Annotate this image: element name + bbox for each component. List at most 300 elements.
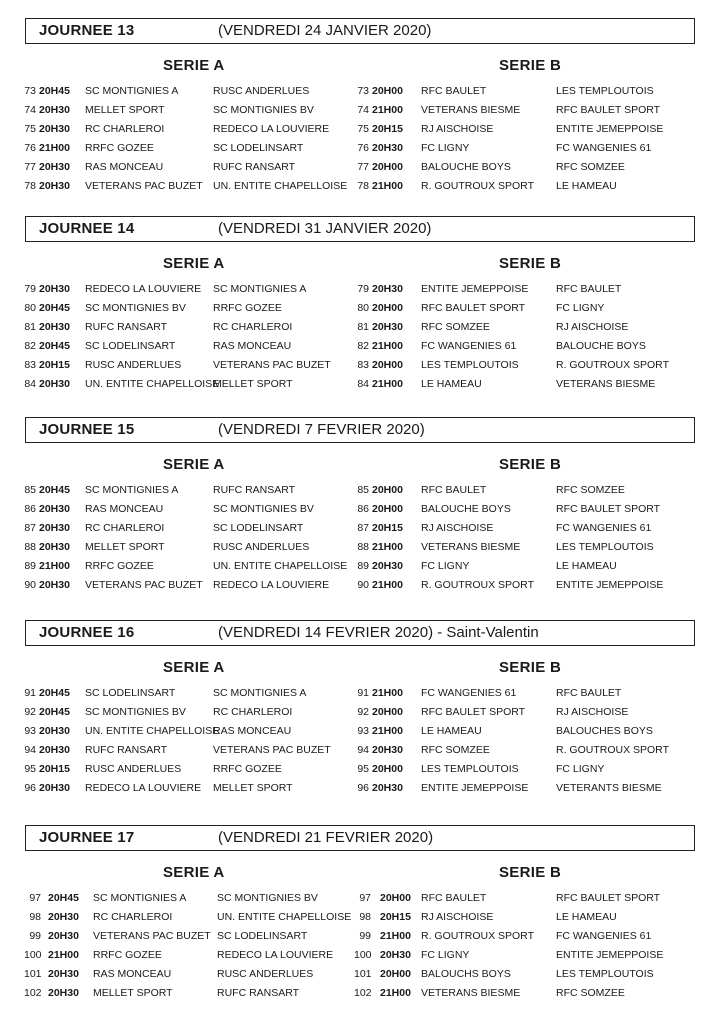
match-time: 20H30 [39, 502, 70, 515]
match-row [24, 557, 348, 575]
match-time: 20H30 [39, 377, 70, 390]
match-time: 20H45 [39, 339, 70, 352]
match-row [357, 280, 687, 298]
journee-header [25, 417, 695, 443]
journee-title: JOURNEE 15 [39, 421, 135, 438]
match-time: 20H30 [48, 910, 79, 923]
match-number: 84 [357, 377, 369, 390]
match-number: 73 [357, 85, 369, 97]
match-row [24, 519, 344, 537]
away-team: MELLET SPORT [213, 377, 293, 390]
serie-a-title: SERIE A [163, 255, 225, 272]
match-row [24, 481, 344, 499]
serie-b-title: SERIE B [499, 659, 562, 676]
match-row [357, 120, 687, 138]
match-time: 20H15 [39, 762, 70, 775]
home-team: LES TEMPLOUTOIS [421, 762, 519, 775]
away-team: LE HAMEAU [556, 910, 617, 923]
away-team: SC MONTIGNIES BV [217, 892, 318, 904]
match-time: 20H15 [380, 910, 411, 923]
away-team: VETERANS PAC BUZET [213, 358, 331, 371]
match-time: 20H45 [39, 301, 70, 314]
journee-date: (VENDREDI 31 JANVIER 2020) [218, 220, 432, 237]
home-team: SC MONTIGNIES BV [85, 301, 186, 314]
match-number: 77 [357, 160, 369, 173]
match-number: 94 [24, 743, 36, 756]
match-time: 21H00 [372, 540, 403, 553]
away-team: SC LODELINSART [217, 929, 308, 942]
away-team: RJ AISCHOISE [556, 320, 629, 333]
away-team: RUSC ANDERLUES [217, 967, 314, 980]
away-team: MELLET SPORT [213, 781, 293, 794]
serie-b-title: SERIE B [499, 456, 562, 473]
away-team: SC LODELINSART [213, 141, 304, 154]
journee-header [25, 620, 695, 646]
match-time: 20H30 [372, 743, 403, 756]
home-team: LE HAMEAU [421, 377, 482, 390]
home-team: R. GOUTROUX SPORT [421, 179, 534, 192]
match-number: 74 [357, 103, 369, 116]
match-number: 95 [24, 762, 36, 775]
away-team: RFC BAULET [556, 687, 622, 699]
serie-b-title: SERIE B [499, 57, 562, 74]
away-team: SC MONTIGNIES BV [213, 502, 314, 515]
match-time: 20H00 [372, 502, 403, 515]
match-row [24, 500, 344, 518]
home-team: MELLET SPORT [85, 103, 165, 116]
away-team: RUFC RANSART [217, 986, 300, 999]
match-number: 93 [24, 724, 36, 737]
match-time: 20H30 [39, 540, 70, 553]
journee-header [25, 825, 695, 851]
match-number: 90 [24, 578, 36, 591]
away-team: LES TEMPLOUTOIS [556, 540, 654, 553]
home-team: UN. ENTITE CHAPELLOISE [85, 724, 220, 737]
match-time: 20H45 [39, 85, 70, 97]
match-number: 82 [24, 339, 36, 352]
away-team: FC WANGENIES 61 [556, 929, 652, 942]
home-team: RC CHARLEROI [85, 521, 165, 534]
match-row [24, 101, 344, 119]
match-time: 20H30 [39, 781, 70, 794]
away-team: UN. ENTITE CHAPELLOISE [217, 910, 352, 923]
match-number: 85 [357, 484, 369, 496]
match-row [357, 101, 687, 119]
home-team: FC LIGNY [421, 948, 470, 961]
match-row [24, 741, 344, 759]
match-number: 78 [24, 179, 36, 192]
home-team: REDECO LA LOUVIERE [85, 283, 202, 295]
home-team: RJ AISCHOISE [421, 122, 494, 135]
match-time: 21H00 [380, 986, 411, 999]
journee-date: (VENDREDI 21 FEVRIER 2020) [218, 829, 434, 846]
match-row [354, 889, 684, 907]
match-number: 100 [24, 948, 42, 961]
match-number: 88 [24, 540, 36, 553]
match-row [357, 481, 687, 499]
match-row [24, 927, 344, 945]
journee-date: (VENDREDI 14 FEVRIER 2020) - Saint-Valentin [218, 624, 539, 641]
match-row [357, 576, 687, 594]
journee-title: JOURNEE 14 [39, 220, 135, 237]
home-team: RUSC ANDERLUES [85, 358, 182, 371]
home-team: BALOUCHS BOYS [421, 967, 511, 980]
away-team: UN. ENTITE CHAPELLOISE [213, 559, 348, 572]
match-row [354, 927, 684, 945]
away-team: REDECO LA LOUVIERE [217, 948, 334, 961]
match-row [357, 741, 687, 759]
match-row [24, 337, 344, 355]
match-time: 21H00 [39, 141, 70, 154]
match-number: 79 [24, 283, 36, 295]
match-time: 21H00 [372, 179, 403, 192]
match-number: 81 [357, 320, 369, 333]
match-row [24, 139, 344, 157]
away-team: ENTITE JEMEPPOISE [556, 122, 664, 135]
match-time: 21H00 [372, 103, 403, 116]
home-team: FC WANGENIES 61 [421, 687, 517, 699]
journee-date: (VENDREDI 24 JANVIER 2020) [218, 22, 432, 39]
home-team: RUSC ANDERLUES [85, 762, 182, 775]
away-team: FC WANGENIES 61 [556, 141, 652, 154]
match-time: 21H00 [372, 377, 403, 390]
match-number: 77 [24, 160, 36, 173]
match-number: 98 [359, 910, 371, 923]
match-number: 78 [357, 179, 369, 192]
serie-a-title: SERIE A [163, 456, 225, 473]
match-time: 20H00 [372, 85, 403, 97]
away-team: RUFC RANSART [213, 160, 296, 173]
match-time: 20H30 [39, 743, 70, 756]
home-team: ENTITE JEMEPPOISE [421, 781, 529, 794]
match-row [357, 82, 687, 100]
match-number: 80 [24, 301, 36, 314]
away-team: VETERANS PAC BUZET [213, 743, 331, 756]
journee-title: JOURNEE 17 [39, 829, 135, 846]
home-team: RAS MONCEAU [85, 502, 164, 515]
match-row [357, 519, 687, 537]
match-row [357, 299, 687, 317]
away-team: FC WANGENIES 61 [556, 521, 652, 534]
home-team: ENTITE JEMEPPOISE [421, 283, 529, 295]
home-team: MELLET SPORT [93, 986, 173, 999]
away-team: RUSC ANDERLUES [213, 540, 310, 553]
match-number: 82 [357, 339, 369, 352]
match-row [357, 177, 687, 195]
home-team: SC MONTIGNIES A [93, 892, 187, 904]
match-number: 85 [24, 484, 36, 496]
match-row [357, 703, 687, 721]
match-row [24, 82, 344, 100]
match-number: 81 [24, 320, 36, 333]
match-time: 20H00 [372, 484, 403, 496]
away-team: LE HAMEAU [556, 179, 617, 192]
away-team: FC LIGNY [556, 762, 605, 775]
match-row [24, 576, 344, 594]
match-time: 21H00 [372, 578, 403, 591]
match-number: 84 [24, 377, 36, 390]
match-number: 90 [357, 578, 369, 591]
match-time: 20H30 [372, 141, 403, 154]
match-number: 102 [24, 986, 42, 999]
away-team: REDECO LA LOUVIERE [213, 578, 330, 591]
match-row [24, 356, 344, 374]
match-number: 92 [357, 705, 369, 718]
match-number: 93 [357, 724, 369, 737]
match-row [357, 779, 687, 797]
match-row [24, 280, 344, 298]
match-row [354, 984, 684, 1002]
home-team: BALOUCHE BOYS [421, 502, 511, 515]
match-row [24, 889, 344, 907]
match-time: 20H30 [372, 320, 403, 333]
away-team: RC CHARLEROI [213, 705, 293, 718]
home-team: FC LIGNY [421, 141, 470, 154]
match-row [24, 703, 344, 721]
home-team: RFC BAULET [421, 85, 487, 97]
match-number: 89 [357, 559, 369, 572]
away-team: RAS MONCEAU [213, 724, 292, 737]
away-team: VETERANTS BIESME [556, 781, 662, 794]
match-time: 21H00 [372, 724, 403, 737]
match-row [24, 299, 344, 317]
home-team: RFC BAULET SPORT [421, 705, 526, 718]
away-team: ENTITE JEMEPPOISE [556, 948, 664, 961]
away-team: R. GOUTROUX SPORT [556, 743, 669, 756]
away-team: LE HAMEAU [556, 559, 617, 572]
match-number: 80 [357, 301, 369, 314]
away-team: RUFC RANSART [213, 484, 296, 496]
home-team: RJ AISCHOISE [421, 521, 494, 534]
away-team: RAS MONCEAU [213, 339, 292, 352]
match-number: 95 [357, 762, 369, 775]
match-time: 20H30 [39, 283, 70, 295]
match-time: 20H30 [48, 986, 79, 999]
serie-b-title: SERIE B [499, 255, 562, 272]
match-time: 20H45 [39, 705, 70, 718]
match-time: 20H30 [39, 103, 70, 116]
match-number: 91 [357, 687, 369, 699]
home-team: RAS MONCEAU [85, 160, 164, 173]
match-number: 101 [354, 967, 372, 980]
away-team: REDECO LA LOUVIERE [213, 122, 330, 135]
match-time: 20H15 [372, 122, 403, 135]
home-team: FC WANGENIES 61 [421, 339, 517, 352]
match-number: 91 [24, 687, 36, 699]
match-row [357, 557, 687, 575]
match-number: 89 [24, 559, 36, 572]
match-time: 20H30 [380, 948, 411, 961]
home-team: RFC BAULET [421, 892, 487, 904]
match-number: 76 [24, 141, 36, 154]
journee-header [25, 216, 695, 242]
match-row [24, 120, 344, 138]
home-team: RC CHARLEROI [93, 910, 173, 923]
away-team: RFC BAULET SPORT [556, 103, 661, 116]
away-team: RFC BAULET [556, 283, 622, 295]
home-team: SC MONTIGNIES A [85, 85, 179, 97]
journee-header [25, 18, 695, 44]
home-team: RRFC GOZEE [93, 948, 162, 961]
match-time: 20H30 [372, 283, 403, 295]
match-row [24, 538, 344, 556]
match-row [357, 760, 687, 778]
home-team: RFC SOMZEE [421, 320, 490, 333]
home-team: BALOUCHE BOYS [421, 160, 511, 173]
match-row [357, 722, 687, 740]
journee-title: JOURNEE 16 [39, 624, 135, 641]
match-number: 86 [24, 502, 36, 515]
match-number: 88 [357, 540, 369, 553]
match-row [24, 375, 344, 393]
home-team: RUFC RANSART [85, 320, 168, 333]
home-team: VETERANS PAC BUZET [93, 929, 211, 942]
match-time: 20H00 [372, 705, 403, 718]
away-team: RFC BAULET SPORT [556, 502, 661, 515]
match-number: 96 [24, 781, 36, 794]
match-number: 74 [24, 103, 36, 116]
journee-title: JOURNEE 13 [39, 22, 135, 39]
match-time: 20H30 [39, 179, 70, 192]
away-team: ENTITE JEMEPPOISE [556, 578, 664, 591]
away-team: FC LIGNY [556, 301, 605, 314]
match-row [357, 538, 687, 556]
away-team: RFC BAULET SPORT [556, 892, 661, 904]
match-time: 21H00 [380, 929, 411, 942]
away-team: SC MONTIGNIES A [213, 687, 307, 699]
home-team: VETERANS BIESME [421, 540, 521, 553]
match-row [354, 946, 684, 964]
match-row [357, 158, 687, 176]
match-row [24, 946, 344, 964]
home-team: UN. ENTITE CHAPELLOISE [85, 377, 220, 390]
match-time: 21H00 [39, 559, 70, 572]
match-time: 21H00 [372, 339, 403, 352]
match-time: 20H30 [39, 160, 70, 173]
match-number: 79 [357, 283, 369, 295]
match-row [24, 158, 344, 176]
away-team: BALOUCHES BOYS [556, 724, 653, 737]
home-team: LE HAMEAU [421, 724, 482, 737]
journee-date: (VENDREDI 7 FEVRIER 2020) [218, 421, 425, 438]
home-team: RJ AISCHOISE [421, 910, 494, 923]
away-team: UN. ENTITE CHAPELLOISE [213, 179, 348, 192]
home-team: RAS MONCEAU [93, 967, 172, 980]
away-team: R. GOUTROUX SPORT [556, 358, 669, 371]
match-row [357, 318, 687, 336]
away-team: SC LODELINSART [213, 521, 304, 534]
match-row [24, 965, 344, 983]
match-number: 75 [24, 122, 36, 135]
away-team: RFC SOMZEE [556, 484, 625, 496]
match-row [357, 356, 687, 374]
match-number: 102 [354, 986, 372, 999]
away-team: RFC SOMZEE [556, 160, 625, 173]
match-number: 83 [357, 358, 369, 371]
match-time: 20H30 [48, 929, 79, 942]
away-team: RRFC GOZEE [213, 762, 282, 775]
home-team: SC MONTIGNIES A [85, 484, 179, 496]
serie-a-title: SERIE A [163, 57, 225, 74]
match-time: 20H45 [39, 484, 70, 496]
match-time: 20H00 [372, 160, 403, 173]
away-team: RRFC GOZEE [213, 301, 282, 314]
match-number: 94 [357, 743, 369, 756]
home-team: RRFC GOZEE [85, 141, 154, 154]
away-team: RUSC ANDERLUES [213, 85, 310, 97]
match-number: 76 [357, 141, 369, 154]
away-team: RFC SOMZEE [556, 986, 625, 999]
match-row [24, 177, 348, 195]
match-number: 99 [359, 929, 371, 942]
home-team: MELLET SPORT [85, 540, 165, 553]
home-team: RRFC GOZEE [85, 559, 154, 572]
match-time: 20H00 [380, 967, 411, 980]
match-number: 87 [24, 521, 36, 534]
serie-a-title: SERIE A [163, 659, 225, 676]
match-time: 20H30 [372, 559, 403, 572]
match-row [24, 722, 344, 740]
home-team: RFC BAULET [421, 484, 487, 496]
home-team: RFC BAULET SPORT [421, 301, 526, 314]
match-row [357, 375, 687, 393]
match-row [354, 965, 684, 983]
home-team: R. GOUTROUX SPORT [421, 578, 534, 591]
home-team: R. GOUTROUX SPORT [421, 929, 534, 942]
match-number: 86 [357, 502, 369, 515]
match-row [24, 908, 352, 926]
home-team: SC MONTIGNIES BV [85, 705, 186, 718]
match-number: 98 [29, 910, 41, 923]
serie-a-title: SERIE A [163, 864, 225, 881]
home-team: VETERANS BIESME [421, 103, 521, 116]
match-time: 20H30 [39, 578, 70, 591]
home-team: RUFC RANSART [85, 743, 168, 756]
match-number: 100 [354, 948, 372, 961]
home-team: SC LODELINSART [85, 339, 176, 352]
match-time: 20H30 [39, 122, 70, 135]
match-number: 97 [29, 892, 41, 904]
match-time: 20H30 [372, 781, 403, 794]
match-time: 20H30 [39, 320, 70, 333]
away-team: SC MONTIGNIES BV [213, 103, 314, 116]
away-team: SC MONTIGNIES A [213, 283, 307, 295]
match-row [24, 318, 344, 336]
home-team: SC LODELINSART [85, 687, 176, 699]
match-time: 21H00 [372, 687, 403, 699]
match-number: 96 [357, 781, 369, 794]
match-row [354, 908, 684, 926]
home-team: LES TEMPLOUTOIS [421, 358, 519, 371]
away-team: RJ AISCHOISE [556, 705, 629, 718]
match-number: 92 [24, 705, 36, 718]
match-number: 73 [24, 85, 36, 97]
match-number: 99 [29, 929, 41, 942]
home-team: VETERANS PAC BUZET [85, 578, 203, 591]
home-team: RC CHARLEROI [85, 122, 165, 135]
match-time: 20H15 [39, 358, 70, 371]
match-row [357, 139, 687, 157]
match-time: 20H45 [39, 687, 70, 699]
home-team: VETERANS PAC BUZET [85, 179, 203, 192]
home-team: FC LIGNY [421, 559, 470, 572]
away-team: VETERANS BIESME [556, 377, 656, 390]
away-team: LES TEMPLOUTOIS [556, 967, 654, 980]
match-time: 20H30 [39, 724, 70, 737]
home-team: VETERANS BIESME [421, 986, 521, 999]
match-row [357, 684, 687, 702]
match-time: 20H00 [372, 358, 403, 371]
